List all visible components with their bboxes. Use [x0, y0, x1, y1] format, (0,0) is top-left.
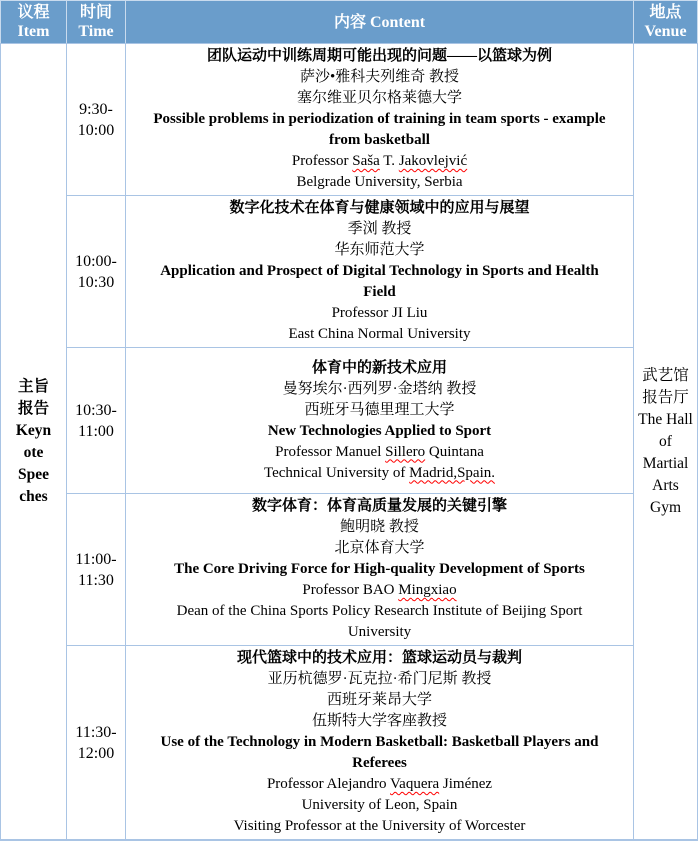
- text-line: [2, 464, 65, 486]
- text-line: [68, 722, 124, 743]
- text-segment: 塞尔维亚贝尔格莱德大学: [296, 90, 462, 106]
- text-segment: from basketball: [329, 132, 430, 148]
- text-segment: 季浏 教授: [347, 221, 412, 237]
- content-cell-session-1: [126, 44, 634, 196]
- text-line: [127, 400, 632, 421]
- text-line: [127, 219, 632, 240]
- text-segment: The Core Driving Force for High-quality Development of Sports: [174, 561, 585, 577]
- text-line: [2, 442, 65, 464]
- text-line: [2, 376, 65, 398]
- header-time-zh: 时间: [79, 4, 112, 21]
- text-segment: 报告厅: [642, 388, 689, 406]
- header-content-zh: 内容: [333, 13, 366, 31]
- header-venue: [634, 1, 698, 44]
- text-line: [635, 497, 696, 519]
- text-line: [635, 453, 696, 475]
- text-segment: 武艺馆: [642, 366, 689, 384]
- text-segment: Field: [363, 284, 396, 300]
- text-line: [635, 409, 696, 431]
- text-line: [68, 99, 124, 120]
- session-row-1: [1, 44, 698, 196]
- text-line: [68, 400, 124, 421]
- text-segment: Use of the Technology in Modern Basketball: Basketball Players and: [160, 734, 599, 750]
- text-segment: Professor JI Liu: [331, 305, 428, 321]
- text-line: [127, 109, 632, 130]
- text-line: [127, 421, 632, 442]
- text-segment: Visiting Professor at the University of Worcester: [233, 818, 526, 834]
- spellcheck-squiggle-text: Vaquera: [390, 776, 440, 792]
- item-cell-keynote-speeches: [1, 44, 67, 841]
- header-content: [126, 1, 634, 44]
- text-segment: Martial: [642, 454, 689, 472]
- text-segment: East China Normal University: [288, 326, 471, 342]
- text-line: [127, 151, 632, 172]
- text-segment: University of Leon, Spain: [301, 797, 458, 813]
- header-content-en: Content: [369, 13, 426, 31]
- text-segment: 9:30-: [79, 100, 113, 118]
- text-segment: Professor Alejandro: [266, 776, 390, 792]
- text-segment: 11:30: [78, 571, 114, 589]
- text-line: [635, 431, 696, 453]
- content-cell-session-2: [126, 196, 634, 348]
- text-line: [68, 570, 124, 591]
- text-segment: Technical University of: [264, 464, 410, 481]
- text-segment: 华东师范大学: [334, 242, 425, 258]
- header-item: [1, 1, 67, 44]
- text-segment: 亚历杭德罗·瓦克拉·希门尼斯 教授: [267, 671, 492, 687]
- text-segment: Application and Prospect of Digital Technology in Sports and Health: [160, 263, 599, 279]
- text-segment: 曼努埃尔·西列罗·金塔纳 教授: [282, 380, 477, 397]
- text-segment: 西班牙马德里理工大学: [304, 401, 455, 418]
- text-line: [127, 261, 632, 282]
- time-cell-2: [67, 196, 126, 348]
- table-body: [1, 44, 698, 841]
- text-segment: Gym: [650, 498, 681, 516]
- text-segment: Professor: [291, 153, 353, 169]
- text-line: [635, 365, 696, 387]
- text-segment: The Hall: [638, 410, 693, 428]
- text-segment: 体育中的新技术应用: [311, 359, 447, 376]
- text-line: [127, 517, 632, 538]
- text-segment: 数字化技术在体育与健康领域中的应用与展望: [229, 200, 530, 216]
- text-line: [127, 690, 632, 711]
- text-segment: 数字体育：体育高质量发展的关键引擎: [251, 498, 507, 514]
- text-segment: Keyn: [15, 421, 52, 439]
- header-venue-zh: 地点: [649, 4, 682, 21]
- text-line: [127, 88, 632, 109]
- text-segment: Jiménez: [439, 776, 493, 792]
- text-segment: Possible problems in periodization of training in team sports - example: [153, 111, 606, 127]
- text-line: [127, 496, 632, 517]
- text-line: [127, 622, 632, 643]
- text-segment: ote: [23, 443, 44, 461]
- text-line: [127, 379, 632, 400]
- text-line: [68, 251, 124, 272]
- text-line: [127, 648, 632, 669]
- text-line: [127, 753, 632, 774]
- time-cell-4: [67, 494, 126, 646]
- text-segment: 10:00-: [75, 252, 117, 270]
- time-cell-5: [67, 646, 126, 841]
- text-line: [68, 120, 124, 141]
- text-segment: ches: [19, 487, 48, 505]
- text-segment: T.: [379, 153, 399, 169]
- text-segment: Dean of the China Sports Policy Research Institute of Beijing Sport: [176, 603, 583, 619]
- text-segment: of: [659, 432, 672, 450]
- text-line: [127, 669, 632, 690]
- text-line: [127, 601, 632, 622]
- header-venue-en: Venue: [644, 23, 687, 40]
- text-segment: 萨沙•雅科夫列维奇 教授: [299, 69, 459, 85]
- text-segment: 北京体育大学: [334, 540, 425, 556]
- text-segment: 11:00: [78, 422, 114, 440]
- text-line: [68, 743, 124, 764]
- text-line: [127, 580, 632, 601]
- text-segment: University: [347, 624, 412, 640]
- venue-cell-hall-of-martial-arts: [634, 44, 698, 841]
- text-line: [127, 130, 632, 151]
- text-segment: Professor BAO: [302, 582, 399, 598]
- text-segment: 11:00-: [75, 550, 117, 568]
- header-time: [67, 1, 126, 44]
- session-row-5: [1, 646, 698, 841]
- text-segment: 西班牙莱昂大学: [326, 692, 432, 708]
- text-segment: Arts: [652, 476, 679, 494]
- content-cell-session-5: [126, 646, 634, 841]
- text-segment: 11:30-: [75, 723, 117, 741]
- header-item-en: Item: [17, 23, 50, 40]
- text-line: [127, 46, 632, 67]
- header-item-zh: 议程: [17, 4, 50, 21]
- text-segment: 10:30: [77, 273, 115, 291]
- text-segment: 报告: [17, 399, 49, 417]
- text-segment: 10:30-: [75, 401, 117, 419]
- text-line: [127, 324, 632, 345]
- text-segment: 12:00: [77, 744, 115, 762]
- text-line: [127, 172, 632, 193]
- text-line: [127, 463, 632, 484]
- time-cell-1: [67, 44, 126, 196]
- text-line: [127, 732, 632, 753]
- text-line: [2, 398, 65, 420]
- session-row-3: [1, 348, 698, 494]
- text-segment: 现代篮球中的技术应用：篮球运动员与裁判: [236, 650, 522, 666]
- text-segment: New Technologies Applied to Sport: [267, 422, 492, 439]
- text-line: [127, 538, 632, 559]
- text-segment: 团队运动中训练周期可能出现的问题——以篮球为例: [206, 48, 552, 64]
- text-segment: Quintana: [425, 443, 484, 460]
- text-segment: 主旨: [17, 377, 49, 395]
- text-line: [68, 421, 124, 442]
- text-segment: Spee: [18, 465, 49, 483]
- spellcheck-squiggle-text: Madrid,Spain.: [409, 464, 495, 481]
- text-line: [635, 475, 696, 497]
- text-line: [127, 282, 632, 303]
- text-line: [127, 795, 632, 816]
- text-line: [68, 549, 124, 570]
- text-segment: Referees: [352, 755, 407, 771]
- spellcheck-squiggle-text: Saša: [352, 153, 380, 169]
- text-line: [2, 486, 65, 508]
- text-line: [127, 816, 632, 837]
- text-line: [127, 358, 632, 379]
- spellcheck-squiggle-text: Mingxiao: [398, 582, 457, 598]
- content-cell-session-3: [126, 348, 634, 494]
- text-line: [127, 198, 632, 219]
- text-line: [127, 774, 632, 795]
- text-line: [127, 559, 632, 580]
- header-row: [1, 1, 698, 44]
- text-line: [635, 387, 696, 409]
- session-row-4: [1, 494, 698, 646]
- spellcheck-squiggle-text: Sillero: [385, 443, 426, 460]
- session-row-2: [1, 196, 698, 348]
- text-line: [127, 711, 632, 732]
- text-line: [68, 272, 124, 293]
- text-segment: 伍斯特大学客座教授: [311, 713, 447, 729]
- table-header: [1, 1, 698, 44]
- time-cell-3: [67, 348, 126, 494]
- text-line: [127, 240, 632, 261]
- text-segment: 鲍明晓 教授: [340, 519, 419, 535]
- spellcheck-squiggle-text: Jakovlejvić: [398, 153, 468, 169]
- text-line: [127, 442, 632, 463]
- text-segment: 10:00: [77, 121, 115, 139]
- text-line: [127, 303, 632, 324]
- text-segment: Belgrade University, Serbia: [296, 174, 463, 190]
- text-line: [127, 67, 632, 88]
- text-segment: Professor Manuel: [275, 443, 386, 460]
- text-line: [2, 420, 65, 442]
- content-cell-session-4: [126, 494, 634, 646]
- header-time-en: Time: [78, 23, 114, 40]
